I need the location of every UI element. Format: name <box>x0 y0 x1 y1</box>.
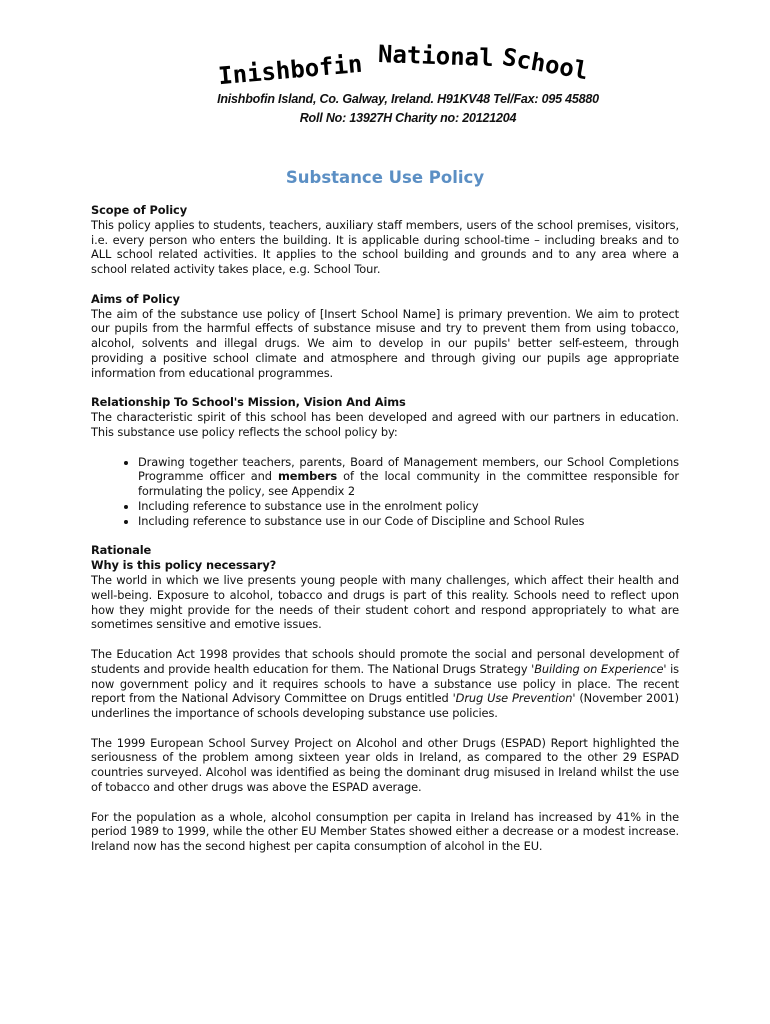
aims-heading: Aims of Policy <box>91 291 180 306</box>
document-body <box>91 203 679 869</box>
relationship-heading: Relationship To School's Mission, Vision And Aims <box>91 395 406 410</box>
school-name-part1: Inishbofin <box>217 49 364 91</box>
bullet1-text-b: of the local community in the committee responsible for formulating the policy, see Appendix 2 <box>138 469 679 499</box>
list-item: • Including reference to substance use in our Code of Discipline and School Rules <box>138 514 679 529</box>
school-address-block <box>0 90 770 128</box>
p2-italic-title-1: Building on Experience <box>534 661 664 676</box>
p2-text-b: ' is now government policy and it requires schools to have a substance use policy in place. The recent report from the National Advisory Committee on Drugs entitled ' <box>91 661 679 706</box>
school-name-heading <box>200 38 620 91</box>
list-item: • Including reference to substance use in the enrolment policy <box>138 499 679 514</box>
rationale-subheading: Why is this policy necessary? <box>91 558 277 573</box>
relationship-bullet-list <box>91 455 679 529</box>
p2-italic-title-2: Drug Use Prevention' <box>455 691 576 706</box>
list-item <box>138 455 679 499</box>
bullet1-text-a: Drawing together teachers, parents, Board of Management members, our School Completions Programme officer and <box>138 454 679 484</box>
rationale-paragraph-3: The 1999 European School Survey Project on Alcohol and other Drugs (ESPAD) Report highlighted the seriousness of the problem among sixteen year olds in Ireland, as compared to the other 29 ESPAD countries surveyed. Alcohol was identified as being the dominant drug misused in Ireland whilst the use of tobacco and other drugs was above the ESPAD average. <box>91 735 679 795</box>
school-name-part2: National <box>377 39 495 73</box>
aims-paragraph: The aim of the substance use policy of [Insert School Name] is primary prevention. We aim to protect our pupils from the harmful effects of substance misuse and try to prevent them from using tobacco, alcohol, solvents and illegal drugs. We aim to develop in our pupils' better self-esteem, through providing a positive school climate and atmosphere and through giving our pupils age appropriate information from educational programmes. <box>91 306 679 380</box>
rationale-heading: Rationale <box>91 543 152 558</box>
document-title-text: Substance Use Policy <box>285 168 485 187</box>
rationale-paragraph-4: For the population as a whole, alcohol consumption per capita in Ireland has increased by 41% in the period 1989 to 1999, while the other EU Member States showed either a decrease or a modest increase. Ireland now has the second highest per capita consumption of alcohol in the EU. <box>91 809 679 854</box>
document-title <box>0 168 770 187</box>
scope-paragraph: This policy applies to students, teachers, auxiliary staff members, users of the school premises, visitors, i.e. every person who enters the building. It is applicable during school-time – including breaks and to ALL school related activities. It applies to the school building and grounds and to any area where a school related activity takes place, e.g. School Tour. <box>91 217 679 277</box>
p2-text-c: (November 2001) underlines the importance of schools developing substance use policies. <box>91 691 679 721</box>
scope-heading: Scope of Policy <box>91 203 188 217</box>
bullet1-bold-word: members <box>278 469 338 484</box>
rationale-paragraph-2 <box>91 647 679 721</box>
p2-text-a: The Education Act 1998 provides that schools should promote the social and personal development of students and provide health education for them. The National Drugs Strategy ' <box>91 646 679 676</box>
rationale-paragraph-1: The world in which we live presents young people with many challenges, which affect their health and well-being. Exposure to alcohol, tobacco and drugs is part of this reality. Schools need to reflect upon how they might provide for the needs of their student cohort and respond appropriately to what are sometimes sensitive and emotive issues. <box>91 572 679 632</box>
roll-charity-line: Roll No: 13927H Charity no: 20121204 <box>299 111 517 125</box>
school-name-part3: School <box>500 42 591 86</box>
address-line: Inishbofin Island, Co. Galway, Ireland. H91KV48 Tel/Fax: 095 45880 <box>217 92 599 106</box>
relationship-paragraph: The characteristic spirit of this school has been developed and agreed with our partners in education. This substance use policy reflects the school policy by: <box>91 410 679 439</box>
